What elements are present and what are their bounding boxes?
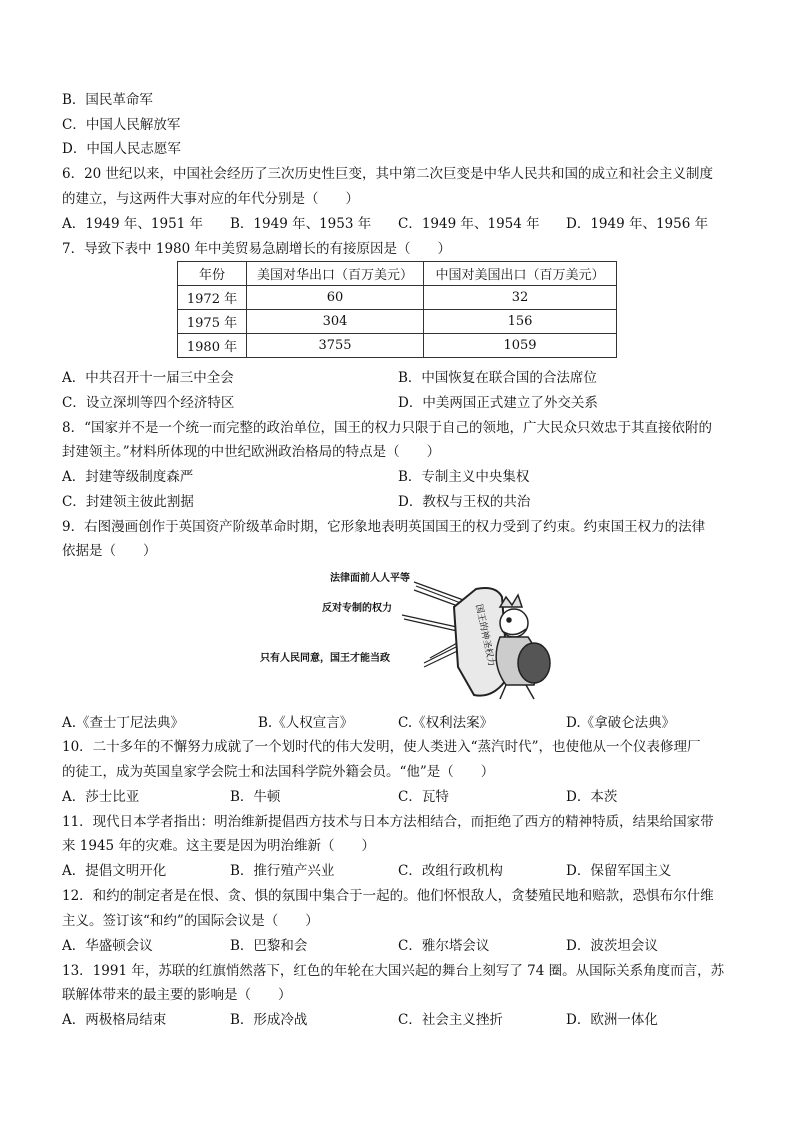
q8-option-b: B．专制主义中央集权: [398, 469, 530, 485]
q6-option-b: B．1949 年、1953 年: [230, 216, 372, 232]
q8-stem-line2: 封建领主。”材料所体现的中世纪欧洲政治格局的特点是（ ）: [62, 444, 441, 460]
q11-stem-line1: 11．现代日本学者指出：明治维新提倡西方技术与日本方法相结合，而拒绝了西方的精神特质，结果给国家带: [62, 814, 714, 830]
trade-table: [177, 261, 617, 358]
table-header-row: [178, 262, 617, 286]
q13-option-a: A．两极格局结束: [62, 1012, 167, 1028]
q6-option-d: D．1949 年、1956 年: [566, 216, 709, 232]
q9-option-d: D.《拿破仑法典》: [566, 715, 676, 731]
q13-option-b: B．形成冷战: [230, 1012, 308, 1028]
king-figure-icon: [496, 595, 550, 699]
q8-option-c: C．封建领主彼此割据: [62, 494, 194, 510]
q7-option-d: D．中美两国正式建立了外交关系: [398, 395, 598, 411]
q6-option-a: A．1949 年、1951 年: [62, 216, 204, 232]
table-cell: 1980 年: [178, 334, 247, 358]
q12-option-a: A．华盛顿会议: [62, 938, 153, 954]
table-row: [178, 310, 617, 334]
q10-stem-line1: 10．二十多年的不懈努力成就了一个划时代的伟大发明，使人类进入“蒸汽时代”，也使他从一个仪表修理厂: [62, 739, 701, 755]
q11-stem-line2: 来 1945 年的灾难。这主要是因为明治维新（ ）: [62, 838, 375, 854]
q7-option-b: B．中国恢复在联合国的合法席位: [398, 370, 597, 386]
q12-stem-line2: 主义。签订该“和约”的国际会议是（ ）: [62, 913, 319, 929]
q8-option-d: D．教权与王权的共治: [398, 494, 531, 510]
table-cell: 32: [424, 286, 617, 310]
q5-option-d: D．中国人民志愿军: [62, 141, 181, 157]
q11-option-a: A．提倡文明开化: [62, 863, 167, 879]
q12-stem-line1: 12．和约的制定者是在恨、贪、惧的氛围中集合于一起的。他们怀恨敌人，贪婪殖民地和赔款，恐惧布尔什维: [62, 888, 714, 904]
q11-option-c: C．改组行政机构: [398, 863, 503, 879]
q10-option-a: A．莎士比亚: [62, 789, 140, 805]
table-cell: 156: [424, 310, 617, 334]
q9-stem-line2: 依据是（ ）: [62, 543, 157, 559]
cartoon-caption-consent: 只有人民同意，国王才能当政: [260, 653, 390, 664]
q13-option-c: C．社会主义挫折: [398, 1012, 503, 1028]
table-row: [178, 286, 617, 310]
q13-stem-line1: 13．1991 年，苏联的红旗悄然落下，红色的年轮在大国兴起的舞台上刻写了 74 圈。从国际关系角度而言，苏: [62, 963, 725, 979]
q7-stem: 7．导致下表中 1980 年中美贸易急剧增长的有接原因是（ ）: [62, 241, 452, 257]
q11-option-d: D．保留军国主义: [566, 863, 672, 879]
q11-option-b: B．推行殖产兴业: [230, 863, 335, 879]
table-cell: 1975 年: [178, 310, 247, 334]
table-cell: 3755: [247, 334, 424, 358]
q8-stem-line1: 8．“国家并不是一个统一而完整的政治单位，国王的权力只限于自己的领地，广大民众只效忠于其直接依附的: [62, 420, 712, 436]
q7-option-a: A．中共召开十一届三中全会: [62, 370, 234, 386]
table-cell: 304: [247, 310, 424, 334]
table-header: 中国对美国出口（百万美元）: [424, 262, 617, 286]
q10-stem-line2: 的徒工，成为英国皇家学会院士和法国科学院外籍会员。“他”是（ ）: [62, 764, 495, 780]
q10-option-c: C．瓦特: [398, 789, 449, 805]
q6-stem-line2: 的建立，与这两件大事对应的年代分别是（ ）: [62, 191, 359, 207]
q6-stem-line1: 6．20 世纪以来，中国社会经历了三次历史性巨变，其中第二次巨变是中华人民共和国的成立和社会主义制度: [62, 166, 714, 182]
cartoon-caption-anti-tyranny: 反对专制的权力: [322, 603, 392, 614]
q12-option-d: D．波茨坦会议: [566, 938, 658, 954]
q8-option-a: A．封建等级制度森严: [62, 469, 194, 485]
king-power-cartoon: [244, 567, 554, 705]
q10-option-d: D．本茨: [566, 789, 618, 805]
table-header: 年份: [178, 262, 247, 286]
q13-stem-line2: 联解体带来的最主要的影响是（ ）: [62, 987, 292, 1003]
q9-option-a: A.《查士丁尼法典》: [62, 715, 185, 731]
q7-option-c: C．设立深圳等四个经济特区: [62, 395, 235, 411]
q13-option-d: D．欧洲一体化: [566, 1012, 658, 1028]
cartoon-caption-equality: 法律面前人人平等: [330, 573, 410, 584]
q12-option-c: C．雅尔塔会议: [398, 938, 490, 954]
q12-option-b: B．巴黎和会: [230, 938, 308, 954]
table-cell: 60: [247, 286, 424, 310]
table-header: 美国对华出口（百万美元）: [247, 262, 424, 286]
q5-option-c: C．中国人民解放军: [62, 117, 181, 133]
table-cell: 1972 年: [178, 286, 247, 310]
q10-option-b: B．牛顿: [230, 789, 281, 805]
q6-option-c: C．1949 年、1954 年: [398, 216, 540, 232]
q9-option-b: B.《人权宣言》: [258, 715, 354, 731]
q5-option-b: B．国民革命军: [62, 92, 153, 108]
q9-option-c: C.《权利法案》: [398, 715, 494, 731]
shield-label: 国王的神圣权力: [473, 603, 496, 668]
table-row: [178, 334, 617, 358]
table-cell: 1059: [424, 334, 617, 358]
q9-stem-line1: 9．右图漫画创作于英国资产阶级革命时期，它形象地表明英国国王的权力受到了约束。约束国王权力的法律: [62, 519, 706, 535]
